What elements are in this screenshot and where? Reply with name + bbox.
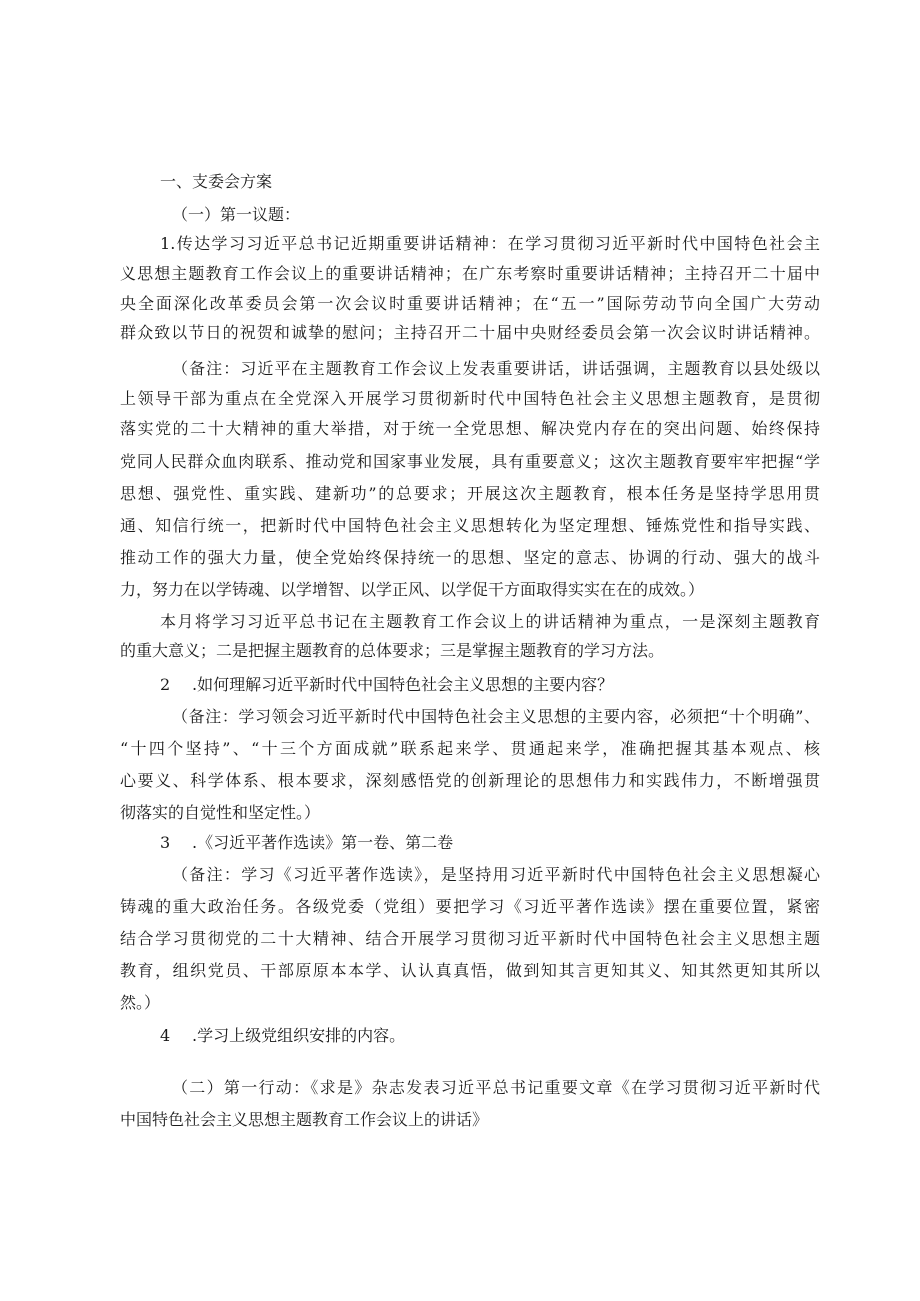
item1-note-line-5: 思想、强党性、重实践、建新功”的总要求；开展这次主题教育，根本任务是坚持学思用贯 (120, 484, 820, 503)
item2-note-line-3: 心要义、科学体系、根本要求，深刻感悟党的创新理论的思想伟力和实践伟力，不断增强贯 (120, 771, 820, 790)
item1-note-line-7: 推动工作的强大力量，使全党始终保持统一的思想、坚定的意志、协调的行动、强大的战斗 (120, 548, 820, 567)
item3-note-line-1: （备注：学习《习近平著作选读》，是坚持用习近平新时代中国特色社会主义思想凝心 (172, 865, 820, 884)
item3-note-line-5: 然。） (120, 993, 161, 1012)
item3-heading: 3 .《习近平著作选读》第一卷、第二卷 (160, 833, 454, 852)
item1-note-line-4: 党同人民群众血肉联系、推动党和国家事业发展，具有重要意义；这次主题教育要牢牢把握“学 (120, 452, 820, 471)
item1-note-line-3: 落实党的二十大精神的重大举措，对于统一全党思想、解决党内存在的突出问题、始终保持 (120, 419, 820, 438)
item2-note-line-2: “十四个坚持”、“十三个方面成就”联系起来学、贯通起来学，准确把握其基本观点、核 (120, 739, 820, 758)
item1-line-2: 义思想主题教育工作会议上的重要讲话精神；在广东考察时重要讲话精神；主持召开二十届中 (120, 264, 820, 283)
item1-number: 1 (160, 234, 171, 253)
item2-note-line-4: 彻落实的自觉性和坚定性。） (120, 803, 321, 822)
item3-note-line-3: 结合学习贯彻党的二十大精神、结合开展学习贯彻习近平新时代中国特色社会主义思想主题 (120, 929, 820, 948)
item3-note-line-2: 铸魂的重大政治任务。各级党委（党组）要把学习《习近平著作选读》摆在重要位置，紧密 (120, 897, 820, 916)
item1-note-line-1: （备注：习近平在主题教育工作会议上发表重要讲话，讲话强调，主题教育以县处级以 (172, 359, 820, 378)
item2-note-line-1: （备注：学习领会习近平新时代中国特色社会主义思想的主要内容，必须把“十个明确”、 (172, 707, 820, 726)
item3-note-line-4: 教育，组织党员、干部原原本本学、认认真真悟，做到知其言更知其义、知其然更知其所以 (120, 961, 820, 980)
item1-note-line-8: 力，努力在以学铸魂、以学增智、以学正风、以学促干方面取得实实在在的成效。） (120, 580, 705, 599)
monthly-line-1: 本月将学习习近平总书记在主题教育工作会议上的讲话精神为重点，一是深刻主题教育 (160, 612, 820, 631)
item1-line-4: 群众致以节日的祝贺和诚挚的慰问；主持召开二十届中央财经委员会第一次会议时讲话精神。 (120, 323, 820, 342)
section1-title: 一、支委会方案 (160, 172, 273, 191)
item2-heading: 2 .如何理解习近平新时代中国特色社会主义思想的主要内容？ (160, 675, 614, 694)
item1-note-line-2: 上领导干部为重点在全党深入开展学习贯彻新时代中国特色社会主义思想主题教育，是贯彻 (120, 389, 820, 408)
sub1-title: （一）第一议题： (172, 205, 301, 224)
sub2-line-1: （二）第一行动：《求是》杂志发表习近平总书记重要文章《在学习贯彻习近平新时代 (172, 1078, 820, 1097)
sub2-line-2: 中国特色社会主义思想主题教育工作会议上的讲话》 (120, 1110, 489, 1129)
monthly-line-2: 的重大意义；二是把握主题教育的总体要求；三是掌握主题教育的学习方法。 (120, 641, 665, 660)
item1-line-1: 1.传达学习习近平总书记近期重要讲话精神：在学习贯彻习近平新时代中国特色社会主 (160, 234, 820, 253)
item1-note-line-6: 通、知信行统一，把新时代中国特色社会主义思想转化为坚定理想、锤炼党性和指导实践、 (120, 516, 820, 535)
item4-heading: 4 .学习上级党组织安排的内容。 (160, 1026, 406, 1045)
item1-line-3: 央全面深化改革委员会第一次会议时重要讲话精神；在“五一”国际劳动节向全国广大劳动 (120, 294, 820, 313)
item3-number: 3 (160, 833, 171, 852)
item4-number: 4 (160, 1026, 171, 1045)
item2-number: 2 (160, 675, 171, 694)
